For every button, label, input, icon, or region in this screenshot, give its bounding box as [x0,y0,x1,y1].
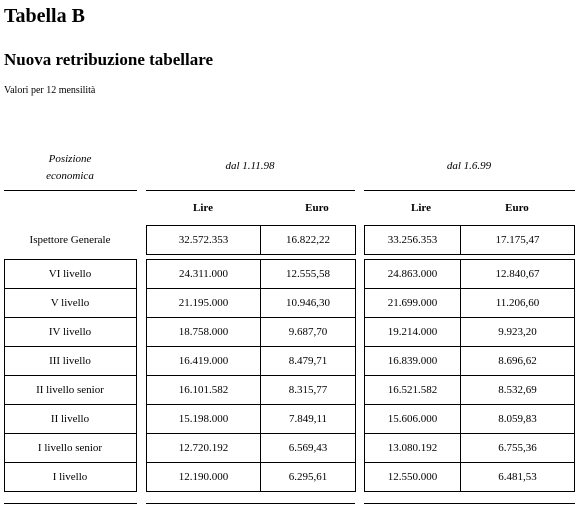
page-title: Tabella B [4,5,85,27]
p2-lire-cell: 12.550.000 [365,463,461,492]
values-note: Valori per 12 mensilità [4,85,96,96]
p1-euro-cell: 12.555,58 [261,260,356,289]
label-divider [4,462,137,463]
p2-lire-cell: 21.699.000 [365,289,461,318]
p2-euro-cell: 17.175,47 [461,226,575,255]
period1-levels-table [146,259,356,492]
table-row [147,318,356,347]
period1-header: dal 1.11.98 [225,160,275,172]
p1-lire-cell: 32.572.353 [147,226,261,255]
table-row [365,347,575,376]
p2-euro-cell: 11.206,60 [461,289,575,318]
period2-euro-header: Euro [505,202,529,214]
table-row [365,434,575,463]
period2-levels-table [364,259,575,492]
period2-bottom-rule [364,503,575,504]
period1-top-table [146,225,356,255]
position-header-line1: Posizione [48,153,92,165]
period2-header-rule [364,190,575,191]
period2-header: dal 1.6.99 [446,160,492,172]
table-row [147,226,356,255]
p1-euro-cell: 8.479,71 [261,347,356,376]
table-row [365,463,575,492]
p1-euro-cell: 6.295,61 [261,463,356,492]
table-row [147,376,356,405]
table-row [147,434,356,463]
table-row [147,347,356,376]
level-label: I livello [52,471,88,483]
level-label: IV livello [48,326,92,338]
p1-euro-cell: 10.946,30 [261,289,356,318]
level-label: V livello [50,297,90,309]
period1-bottom-rule [146,503,355,504]
page-subtitle: Nuova retribuzione tabellare [4,50,214,69]
p2-lire-cell: 24.863.000 [365,260,461,289]
label-divider [4,288,137,289]
p1-lire-cell: 12.720.192 [147,434,261,463]
level-label: III livello [49,355,91,367]
period2-top-table [364,225,575,255]
period1-header-rule [146,190,355,191]
label-divider [4,375,137,376]
p1-lire-cell: 16.419.000 [147,347,261,376]
p2-lire-cell: 16.839.000 [365,347,461,376]
p2-euro-cell: 6.755,36 [461,434,575,463]
table-row [365,260,575,289]
table-row [365,318,575,347]
table-row [365,226,575,255]
p2-lire-cell: 15.606.000 [365,405,461,434]
level-label: VI livello [48,268,92,280]
p2-euro-cell: 8.532,69 [461,376,575,405]
p1-euro-cell: 8.315,77 [261,376,356,405]
table-row [365,289,575,318]
p2-lire-cell: 16.521.582 [365,376,461,405]
p2-euro-cell: 12.840,67 [461,260,575,289]
label-divider [4,433,137,434]
p1-euro-cell: 16.822,22 [261,226,356,255]
p1-euro-cell: 9.687,70 [261,318,356,347]
position-bottom-rule [4,503,137,504]
label-divider [4,317,137,318]
p1-lire-cell: 24.311.000 [147,260,261,289]
p1-lire-cell: 12.190.000 [147,463,261,492]
p2-euro-cell: 8.696,62 [461,347,575,376]
position-header-line2: economica [46,170,94,182]
period1-lire-header: Lire [193,202,213,214]
p1-lire-cell: 16.101.582 [147,376,261,405]
level-label: II livello senior [36,384,104,396]
p1-euro-cell: 6.569,43 [261,434,356,463]
p2-euro-cell: 6.481,53 [461,463,575,492]
p2-euro-cell: 9.923,20 [461,318,575,347]
position-header [4,151,136,185]
table-row [147,405,356,434]
p2-lire-cell: 33.256.353 [365,226,461,255]
table-row [147,260,356,289]
label-divider [4,346,137,347]
top-row-label: Ispettore Generale [29,234,111,246]
table-row [365,405,575,434]
p1-lire-cell: 18.758.000 [147,318,261,347]
table-row [147,463,356,492]
p2-euro-cell: 8.059,83 [461,405,575,434]
period1-euro-header: Euro [305,202,329,214]
level-label: II livello [50,413,90,425]
p1-lire-cell: 21.195.000 [147,289,261,318]
p2-lire-cell: 19.214.000 [365,318,461,347]
period2-lire-header: Lire [411,202,431,214]
table-row [147,289,356,318]
position-header-rule [4,190,137,191]
p1-lire-cell: 15.198.000 [147,405,261,434]
level-label: I livello senior [37,442,103,454]
table-row [365,376,575,405]
p1-euro-cell: 7.849,11 [261,405,356,434]
label-divider [4,404,137,405]
p2-lire-cell: 13.080.192 [365,434,461,463]
